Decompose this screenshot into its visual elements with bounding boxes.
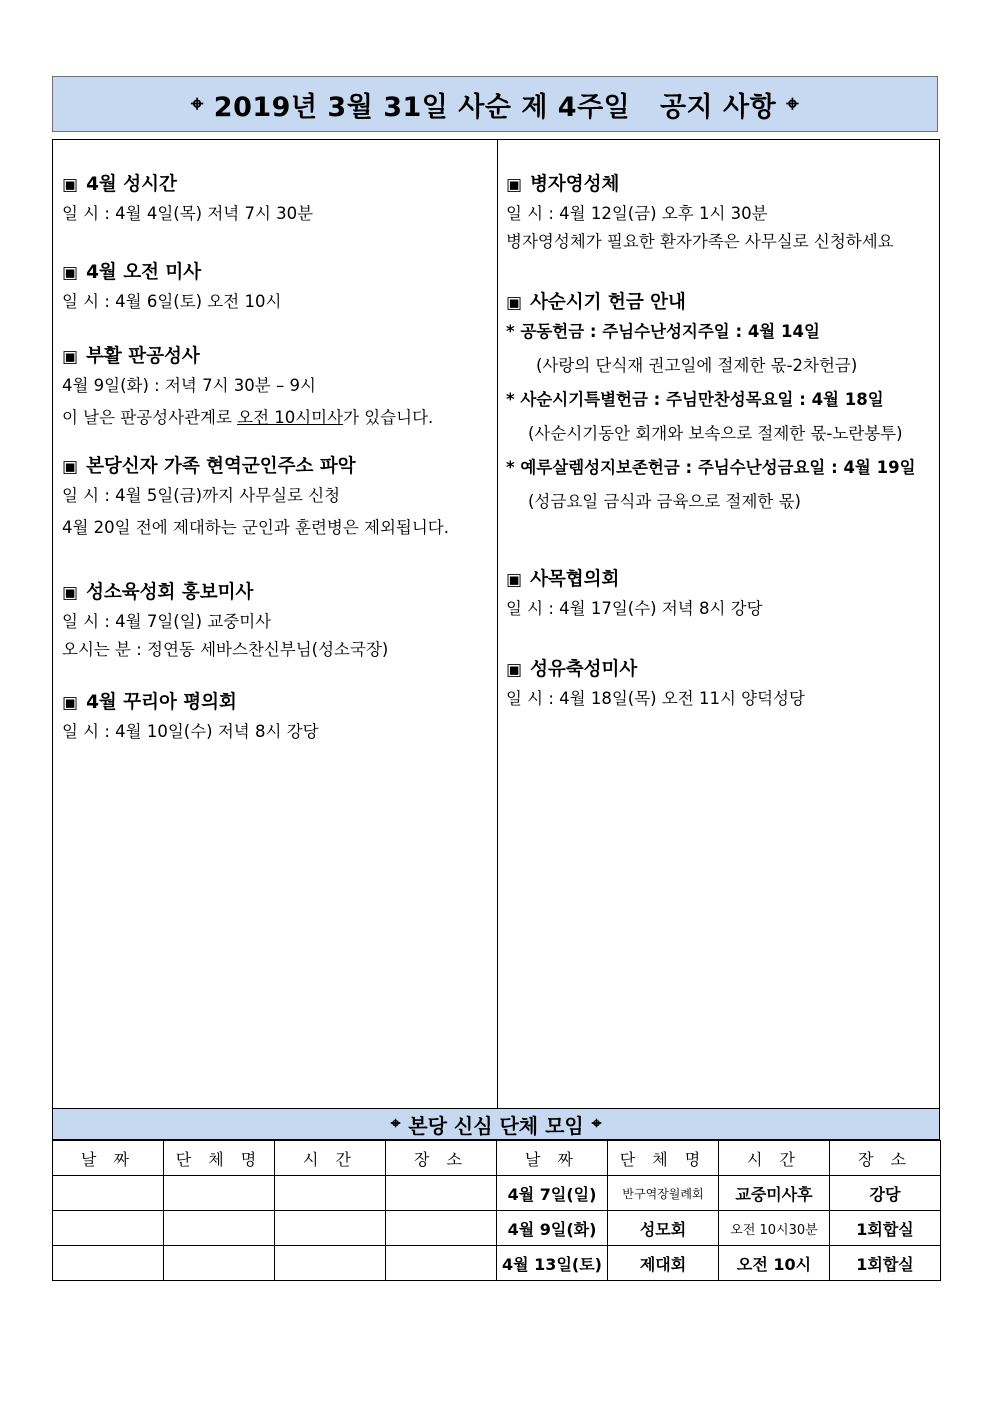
section-title: 본당신자 가족 현역군인주소 파악 [86, 456, 356, 477]
column-header: 장 소 [830, 1141, 941, 1176]
notice-line: 일 시 : 4월 12일(금) 오후 1시 30분 [506, 204, 768, 223]
notice-military-address [62, 452, 498, 542]
column-header: 날 짜 [53, 1141, 164, 1176]
table-cell: 강당 [830, 1176, 941, 1211]
notice-line: (사랑의 단식재 권고일에 절제한 몫-2차헌금) [536, 356, 858, 375]
table-cell [164, 1211, 275, 1246]
table-cell [164, 1176, 275, 1211]
notice-line: 오시는 분 : 정연동 세바스찬신부님(성소국장) [62, 640, 389, 659]
notice-lent-offering [506, 288, 942, 516]
notice-line: 병자영성체가 필요한 환자가족은 사무실로 신청하세요 [506, 232, 894, 251]
table-row [53, 1211, 941, 1246]
table-header-row [53, 1141, 941, 1176]
group-meetings-table [52, 1140, 941, 1281]
notice-sick-communion [506, 170, 942, 256]
table-cell [164, 1246, 275, 1281]
cross-mark-icon: ⌖ [190, 91, 204, 117]
notice-line: * 사순시기특별헌금 : 주님만찬성목요일 : 4월 18일 [506, 390, 884, 409]
page-title-bar [52, 76, 938, 132]
section-marker-icon: ▣ [62, 693, 79, 713]
notice-easter-confession [62, 342, 498, 432]
column-header: 단 체 명 [608, 1141, 719, 1176]
section-marker-icon: ▣ [506, 293, 523, 313]
table-cell [53, 1176, 164, 1211]
column-header: 시 간 [719, 1141, 830, 1176]
table-cell: 4월 13일(토) [497, 1246, 608, 1281]
section-title: 사순시기 헌금 안내 [530, 292, 686, 313]
table-cell [275, 1246, 386, 1281]
section-marker-icon: ▣ [62, 347, 79, 367]
table-cell: 성모회 [608, 1211, 719, 1246]
table-cell: 오전 10시 [719, 1246, 830, 1281]
section-title: 4월 꾸리아 평의회 [86, 692, 237, 713]
notice-line: 일 시 : 4월 7일(일) 교중미사 [62, 612, 272, 631]
section-marker-icon: ▣ [62, 457, 79, 477]
table-cell [386, 1246, 497, 1281]
notice-morning-mass [62, 258, 498, 316]
section-title: 성소육성회 홍보미사 [86, 582, 254, 603]
table-cell: 오전 10시30분 [719, 1211, 830, 1246]
column-header: 단 체 명 [164, 1141, 275, 1176]
section-title: 4월 성시간 [86, 174, 177, 195]
table-cell: 반구역장월례회 [608, 1176, 719, 1211]
notice-line: * 공동헌금 : 주님수난성지주일 : 4월 14일 [506, 322, 820, 341]
table-cell [386, 1176, 497, 1211]
table-cell: 1회합실 [830, 1211, 941, 1246]
table-cell: 4월 9일(화) [497, 1211, 608, 1246]
notice-curia-meeting [62, 688, 498, 746]
column-header: 날 짜 [497, 1141, 608, 1176]
section-marker-icon: ▣ [506, 570, 523, 590]
notice-line: 4월 20일 전에 제대하는 군인과 훈련병은 제외됩니다. [62, 518, 449, 537]
section-marker-icon: ▣ [506, 175, 523, 195]
notice-line: 4월 9일(화) : 저녁 7시 30분 – 9시 [62, 376, 316, 395]
section-title: 4월 오전 미사 [86, 262, 202, 283]
notice-line: 일 시 : 4월 18일(목) 오전 11시 양덕성당 [506, 689, 805, 708]
table-cell [386, 1211, 497, 1246]
notice-holy-hour [62, 170, 498, 228]
notice-line: (사순시기동안 회개와 보속으로 절제한 몫-노란봉투) [528, 424, 903, 443]
notice-line: 일 시 : 4월 6일(토) 오전 10시 [62, 292, 282, 311]
notice-line: (성금요일 금식과 금육으로 절제한 몫) [528, 492, 801, 511]
section-title: 성유축성미사 [530, 659, 638, 680]
notice-line: 이 날은 판공성사관계로 오전 10시미사가 있습니다. [62, 408, 434, 427]
notice-line: 일 시 : 4월 4일(목) 저녁 7시 30분 [62, 204, 314, 223]
cross-mark-icon: ⌖ [390, 1114, 401, 1134]
notice-vocation-mass [62, 578, 498, 664]
table-cell [53, 1246, 164, 1281]
section-marker-icon: ▣ [506, 660, 523, 680]
notice-pastoral-council [506, 565, 942, 623]
group-meetings-title-bar [52, 1108, 940, 1140]
table-cell: 제대회 [608, 1246, 719, 1281]
column-header: 장 소 [386, 1141, 497, 1176]
section-marker-icon: ▣ [62, 175, 79, 195]
section-marker-icon: ▣ [62, 263, 79, 283]
table-cell [275, 1211, 386, 1246]
section-marker-icon: ▣ [62, 583, 79, 603]
section-title: 병자영성체 [530, 174, 620, 195]
notice-line: 일 시 : 4월 5일(금)까지 사무실로 신청 [62, 486, 341, 505]
notice-box [52, 139, 940, 1109]
section-title: 사목협의회 [530, 569, 620, 590]
notice-line: 일 시 : 4월 17일(수) 저녁 8시 강당 [506, 599, 763, 618]
column-header: 시 간 [275, 1141, 386, 1176]
table-row [53, 1246, 941, 1281]
notice-line: * 예루살렘성지보존헌금 : 주님수난성금요일 : 4월 19일 [506, 458, 916, 477]
table-cell: 교중미사후 [719, 1176, 830, 1211]
highlighted-mass-time: 오전 10시미사 [237, 408, 344, 427]
table-cell: 4월 7일(일) [497, 1176, 608, 1211]
table-cell [275, 1176, 386, 1211]
table-cell [53, 1211, 164, 1246]
notice-line: 일 시 : 4월 10일(수) 저녁 8시 강당 [62, 722, 319, 741]
table-cell: 1회합실 [830, 1246, 941, 1281]
section-title: 부활 판공성사 [86, 346, 200, 367]
cross-mark-icon: ⌖ [591, 1114, 602, 1134]
group-meetings-title: 본당 신심 단체 모임 [408, 1113, 584, 1138]
page-title: 2019년 3월 31일 사순 제 4주일 공지 사항 [213, 91, 777, 123]
notice-chrism-mass [506, 655, 942, 713]
cross-mark-icon: ⌖ [786, 91, 800, 117]
table-row [53, 1176, 941, 1211]
